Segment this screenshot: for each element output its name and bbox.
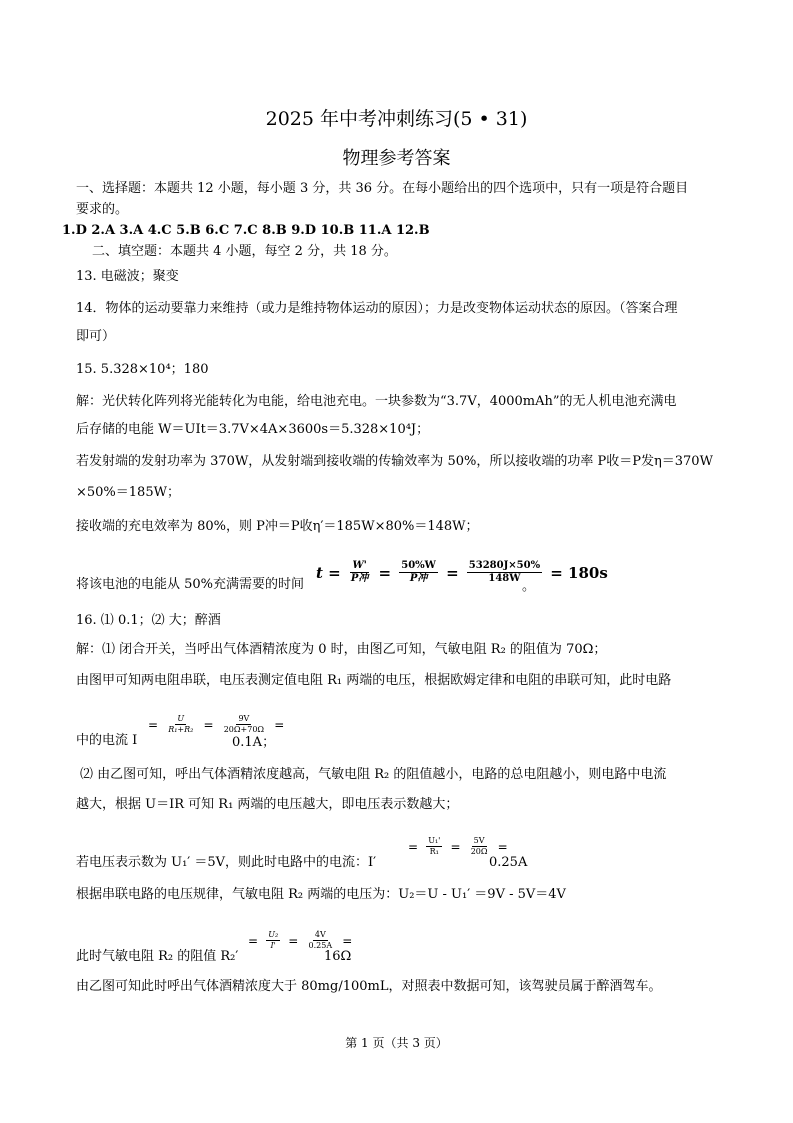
fraction: $\frac{\text{U₂}}{I'}$ — [268, 930, 279, 950]
section1-intro-b: 要求的。 — [76, 202, 129, 217]
q16-current-formula: = $\frac{U}{\text{R₁+R₂}}$ = $\frac{9V}{20\Omega+70\Omega}$ = — [148, 714, 285, 734]
q15-solution-b: 后存储的电能 W＝UIt＝3.7V×4A×3600s＝5.328×10⁴J； — [76, 422, 430, 437]
q16-solution-i: 由乙图可知此时呼出气体酒精浓度大于 80mg/100mL，对照表中数据可知，该驾驶员属于醉酒驾车。 — [76, 979, 662, 994]
q15-solution-a: 解：光伏转化阵列将光能转化为电能，给电池充电。一块参数为“3.7V，4000mAh”的无人机电池充满电 — [76, 394, 677, 409]
q16-solution-b: 由图甲可知两电阻串联，电压表测定值电阻 R₁ 两端的电压，根据欧姆定律和电阻的串联可知，此时电路 — [76, 673, 672, 688]
fraction: $\frac{53280J\times 50\%}{148W}$ — [468, 560, 541, 584]
q13-answer: 13. 电磁波；聚变 — [76, 269, 179, 284]
fraction: $\frac{W'}{\text{P冲}}$ — [350, 560, 369, 584]
q15-time-formula-row — [76, 560, 723, 594]
time-var: t = — [316, 563, 341, 582]
document-subtitle: 物理参考答案 — [342, 148, 451, 169]
resistance-result: 16Ω — [324, 949, 352, 964]
q15-answer: 15. 5.328×10⁴；180 — [76, 362, 209, 377]
q16-answer: 16. ⑴ 0.1；⑵ 大；醉酒 — [76, 613, 221, 628]
fraction: $\frac{50\%W}{\text{P冲}}$ — [401, 560, 436, 584]
document-title: 2025 年中考冲刺练习(5 • 31) — [265, 108, 528, 130]
page-footer: 第 1 页（共 3 页） — [345, 1036, 448, 1050]
current2-result: 0.25A — [489, 855, 528, 870]
q16-solution-e: 越大，根据 U＝IR 可知 R₁ 两端的电压越大，即电压表示数越大； — [76, 797, 459, 812]
q16-resistance-formula-row — [76, 930, 723, 962]
q16-current2-formula: = $\frac{\text{U₁'}}{\text{R₁}}$ = $\frac{5V}{20\Omega}$ = — [408, 836, 508, 856]
fraction: $\frac{9V}{20\Omega+70\Omega}$ — [223, 714, 265, 734]
q15-time-formula: t = $\frac{W'}{\text{P冲}}$ = $\frac{50\%W}{\text{P冲}}$ = $\frac{53280J\times 50\%}{148W}$ = 180s — [316, 560, 608, 584]
choice-answers: 1.D 2.A 3.A 4.C 5.B 6.C 7.C 8.B 9.D 10.B 11.A 12.B — [62, 223, 430, 238]
q16-current-formula-row — [76, 712, 723, 750]
q14-answer-a: 14．物体的运动要靠力来维持（或力是维持物体运动的原因）；力是改变物体运动状态的原因。（答案合理 — [76, 301, 678, 316]
time-result: = 180s — [550, 563, 608, 582]
q15-solution-d: ×50%＝185W； — [76, 485, 180, 500]
section2-intro: 二、填空题：本题共 4 小题，每空 2 分，共 18 分。 — [92, 244, 397, 259]
fraction: $\frac{\text{U₁'}}{\text{R₁}}$ — [428, 836, 441, 856]
fraction: $\frac{5V}{20\Omega}$ — [470, 836, 488, 856]
q14-answer-b: 即可） — [76, 329, 116, 344]
period: 。 — [522, 579, 536, 594]
q15-solution-f: 将该电池的电能从 50%充满需要的时间 — [76, 577, 305, 592]
q16-solution-c: 中的电流 I — [76, 733, 138, 748]
current-result: 0.1A； — [232, 735, 276, 750]
q16-solution-d: ⑵ 由乙图可知，呼出气体酒精浓度越高，气敏电阻 R₂ 的阻值越小，电路的总电阻越小，则电路中电流 — [80, 767, 667, 782]
q16-solution-f: 若电压表示数为 U₁′ ＝5V，则此时电路中的电流：I′ — [76, 855, 377, 870]
fraction: $\frac{U}{\text{R₁+R₂}}$ — [168, 714, 194, 734]
q16-current2-formula-row — [76, 836, 723, 868]
q15-solution-c: 若发射端的发射功率为 370W，从发射端到接收端的传输效率为 50%，所以接收端的功率 P收＝P发η＝370W — [76, 454, 713, 469]
q16-solution-h: 此时气敏电阻 R₂ 的阻值 R₂′ — [76, 949, 239, 964]
q16-resistance-formula: = $\frac{\text{U₂}}{I'}$ = $\frac{4V}{0.25A}$ = — [248, 930, 353, 950]
section1-intro-a: 一、选择题：本题共 12 小题，每小题 3 分，共 36 分。在每小题给出的四个选项中，只有一项是符合题目 — [76, 181, 689, 196]
q16-solution-g: 根据串联电路的电压规律，气敏电阻 R₂ 两端的电压为：U₂＝U - U₁′ ＝9V - 5V＝4V — [76, 887, 566, 902]
fraction: $\frac{4V}{0.25A}$ — [308, 930, 333, 950]
q15-solution-e: 接收端的充电效率为 80%，则 P冲＝P收η′＝185W×80%＝148W； — [76, 519, 479, 534]
q16-solution-a: 解：⑴ 闭合开关，当呼出气体酒精浓度为 0 时，由图乙可知，气敏电阻 R₂ 的阻值为 70Ω； — [76, 642, 607, 657]
